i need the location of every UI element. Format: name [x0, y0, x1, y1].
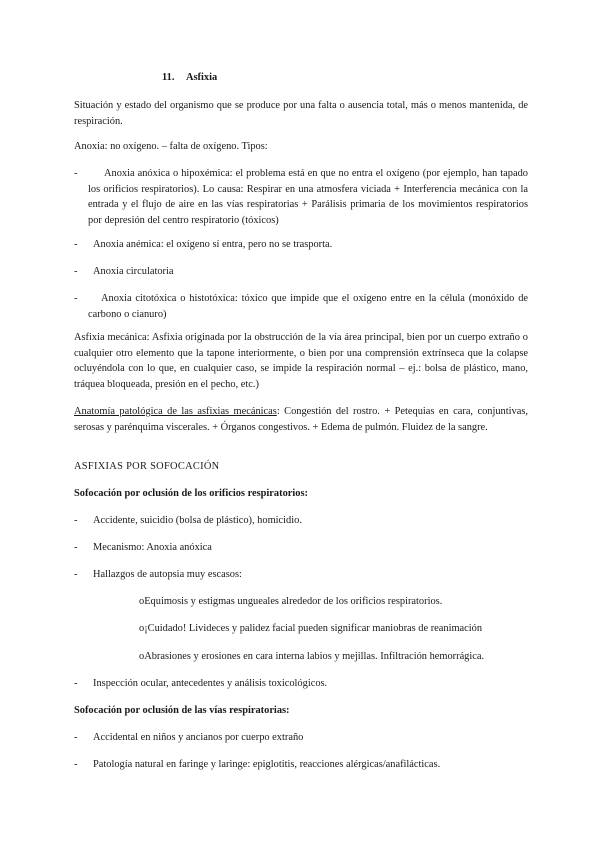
bullet-dash: -: [74, 515, 78, 526]
anoxia-type-anoxica: Anoxia anóxica o hipoxémica: el problema está en que no entra el oxígeno (por ejemplo, han tapado los orificios respiratorios). Lo causa: Respirar en una atmosfera viciada + Interferencia mecánica con la entrada y el flujo de aire en las vías respiratorias + Parálisis primaria de los movimientos respiratorios por depresión del centro respiratorio (tóxicos): [88, 168, 528, 226]
anoxia-type-circulatoria: Anoxia circulatoria: [93, 266, 174, 277]
bullet-dash: -: [74, 678, 78, 689]
anatomia-label: Anatomía patológica de las asfixias mecánicas: [74, 406, 277, 417]
sub-item-abrasiones: [139, 649, 539, 665]
sub-item-text: Equimosis y estigmas ungueales alrededor de los orificios respiratorios.: [144, 596, 443, 607]
vias-item-patologia: Patología natural en faringe y laringe: epiglotitis, reacciones alérgicas/anafilácticas.: [93, 759, 441, 770]
subtitle-oclusion-vias: Sofocación por oclusión de las vías respiratorias:: [74, 705, 290, 716]
orificios-item-inspeccion: Inspección ocular, antecedentes y análisis toxicológicos.: [93, 678, 328, 689]
anatomia-paragraph: [74, 404, 528, 435]
heading-title: Asfixia: [186, 72, 218, 83]
bullet-dash: -: [74, 732, 78, 743]
sub-item-text: ¡Cuidado! Livideces y palidez facial pueden significar maniobras de reanimación: [144, 623, 483, 634]
heading-number: 11.: [162, 72, 175, 83]
intro-paragraph: Situación y estado del organismo que se produce por una falta o ausencia total, más o menos mantenida, de respiración.: [74, 100, 528, 127]
anatomia-text: : Congestión del rostro. + Petequias en cara, conjuntivas, serosas y parénquima viscerales. + Órganos congestivos. + Edema de pulmón. Fluidez de la sangre.: [74, 406, 528, 433]
sub-bullet: o: [139, 623, 145, 634]
anoxia-type-anemica: Anoxia anémica: el oxígeno sí entra, pero no se trasporta.: [93, 239, 333, 250]
anoxia-type-citotoxica: Anoxia citotóxica o histotóxica: tóxico que impide que el oxígeno entre en la célula (monóxido de carbono o cianuro): [88, 293, 528, 320]
bullet-dash: -: [74, 168, 78, 179]
bullet-dash: -: [74, 542, 78, 553]
bullet-dash: -: [74, 266, 78, 277]
sub-item-equimosis: [139, 594, 539, 610]
sub-bullet: o: [139, 596, 145, 607]
sub-item-cuidado: [139, 621, 539, 637]
section-heading: [162, 72, 217, 83]
sub-item-text: Abrasiones y erosiones en cara interna labios y mejillas. Infiltración hemorrágica.: [144, 651, 485, 662]
subtitle-oclusion-orificios: Sofocación por oclusión de los orificios respiratorios:: [74, 488, 308, 499]
orificios-item-hallazgos: Hallazgos de autopsia muy escasos:: [93, 569, 242, 580]
section-title-sofocacion: ASFIXIAS POR SOFOCACIÓN: [74, 461, 220, 472]
bullet-dash: -: [74, 239, 78, 250]
orificios-item-accidente: Accidente, suicidio (bolsa de plástico), homicidio.: [93, 515, 302, 526]
vias-item-accidental: Accidental en niños y ancianos por cuerpo extraño: [93, 732, 304, 743]
bullet-dash: -: [74, 569, 78, 580]
sub-bullet: o: [139, 651, 145, 662]
orificios-item-mecanismo: Mecanismo: Anoxia anóxica: [93, 542, 212, 553]
bullet-dash: -: [74, 293, 78, 304]
asfixia-mecanica-paragraph: Asfixia mecánica: Asfixia originada por la obstrucción de la vía área principal, bien por un cuerpo extraño o cualquier otro elemento que la tapone interiormente, o bien por una comprensión extrínseca que la colapse ocluyéndola con lo que, en cualquier caso, se impide la respiración normal – ej.: bolsa de plástico, mano, tráquea bloqueada, presión en el pecho, etc.): [74, 332, 528, 390]
anoxia-definition: Anoxia: no oxígeno. – falta de oxígeno. Tipos:: [74, 141, 268, 152]
bullet-dash: -: [74, 759, 78, 770]
